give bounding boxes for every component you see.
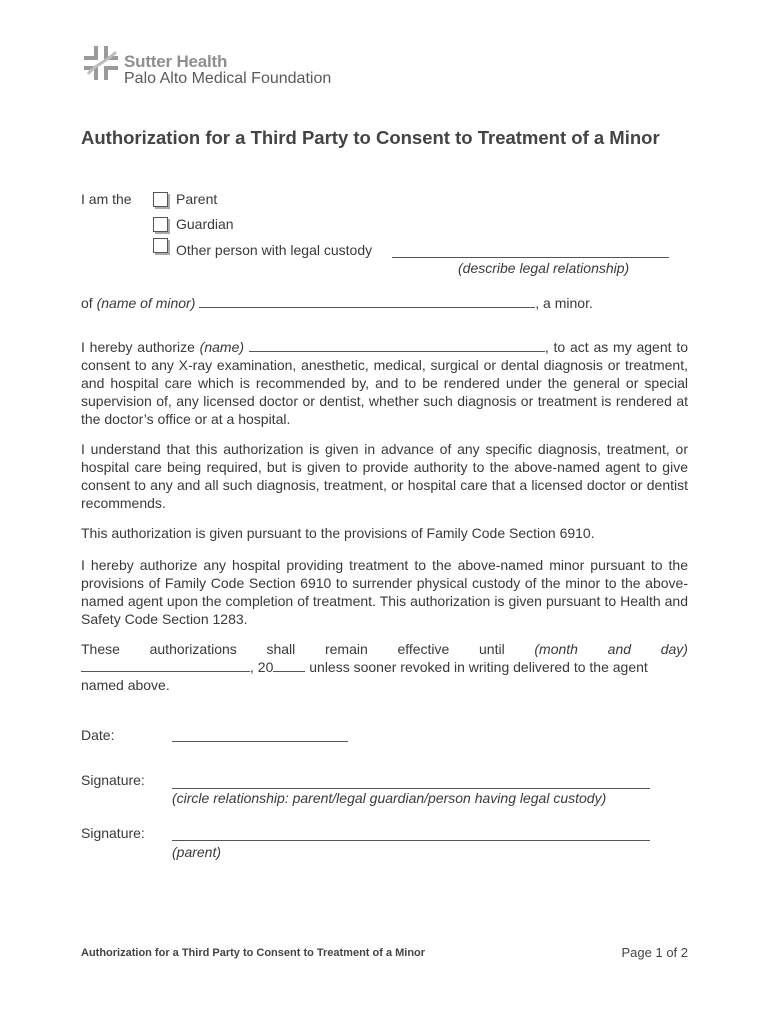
logo (82, 44, 120, 87)
describe-relationship-hint: (describe legal relationship) (458, 260, 630, 276)
relationship-lead: I am the (81, 191, 132, 207)
agent-rest: to consent to any X-ray examination, anesthetic, medical, surgical or dental diagnosis or treatment, and hospital care which is recommended by, and to be rendered under the general or special supervision of, any licensed doctor or dentist, whether such diagnosis or treatment is rendered at the doctor’s office or at a hospital. (81, 339, 688, 427)
effective-word: effective (397, 641, 450, 657)
effective-word: remain (324, 641, 368, 657)
family-code-paragraph: This authorization is given pursuant to the provisions of Family Code Section 6910. (81, 525, 595, 541)
effective-date-line (81, 658, 688, 676)
year-field[interactable] (273, 659, 305, 672)
effective-hint-word: day) (660, 641, 688, 657)
org-name: Sutter Health (124, 52, 228, 71)
minor-name-hint: (name of minor) (96, 295, 196, 311)
guardian-checkbox[interactable] (153, 217, 168, 232)
agent-name-hint: (name) (199, 339, 245, 355)
document-title: Authorization for a Third Party to Consent to Treatment of a Minor (81, 127, 660, 148)
parent-label: Parent (176, 191, 218, 207)
agent-authorization-paragraph (81, 338, 688, 428)
minor-suffix: , a minor. (535, 295, 593, 311)
parent-checkbox[interactable] (153, 192, 168, 207)
agent-name-field[interactable] (249, 339, 545, 352)
page-number: Page 1 of 2 (621, 945, 688, 960)
effective-hint-word: (month (534, 641, 578, 657)
custody-release-paragraph: I hereby authorize any hospital providing treatment to the above-named minor pursuant to the provisions of Family Code Section 6910 to surrender physical custody of the minor to the above-named agent upon the completion of treatment. This authorization is given pursuant to Health and Safety Code Section 1283. (81, 557, 688, 627)
after-year-text: unless sooner revoked in writing delivered to the agent (305, 659, 648, 675)
footer-title: Authorization for a Third Party to Consent to Treatment of a Minor (81, 947, 426, 959)
signature-field[interactable] (172, 840, 650, 841)
org-subtitle: Palo Alto Medical Foundation (124, 70, 332, 87)
understanding-paragraph: I understand that this authorization is given in advance of any specific diagnosis, treatment, or hospital care being required, but is given to provide authority to the above-named agent to give consent to any and all such diagnosis, treatment, or hospital care that a licensed doctor or dentist recommends. (81, 441, 688, 511)
effective-word: authorizations (149, 641, 237, 657)
effective-line (81, 640, 688, 658)
minor-name-field[interactable] (199, 295, 535, 308)
effective-hint-word: and (607, 641, 632, 657)
agent-after: , to act as my agent (544, 339, 672, 355)
other-custody-checkbox[interactable] (153, 238, 168, 253)
other-custody-label: Other person with legal custody (176, 242, 373, 258)
minor-prefix: of (81, 295, 93, 311)
year-prefix: , 20 (250, 659, 274, 675)
signature-label: Signature: (81, 825, 145, 841)
effective-last-line: named above. (81, 677, 170, 693)
month-day-field[interactable] (81, 659, 250, 672)
date-field[interactable] (172, 741, 348, 742)
agent-lead: I hereby authorize (81, 339, 195, 355)
sutter-health-logo-icon (82, 44, 120, 82)
effective-word: shall (266, 641, 296, 657)
effective-word: until (479, 641, 505, 657)
date-label: Date: (81, 727, 115, 743)
signature-label: Signature: (81, 772, 145, 788)
signature-parent-hint: (parent) (172, 844, 222, 860)
guardian-label: Guardian (176, 216, 234, 232)
other-custody-field[interactable] (392, 257, 669, 258)
signature-relationship-hint: (circle relationship: parent/legal guardian/person having legal custody) (172, 790, 607, 806)
minor-line (81, 294, 593, 312)
effective-word: These (81, 641, 120, 657)
